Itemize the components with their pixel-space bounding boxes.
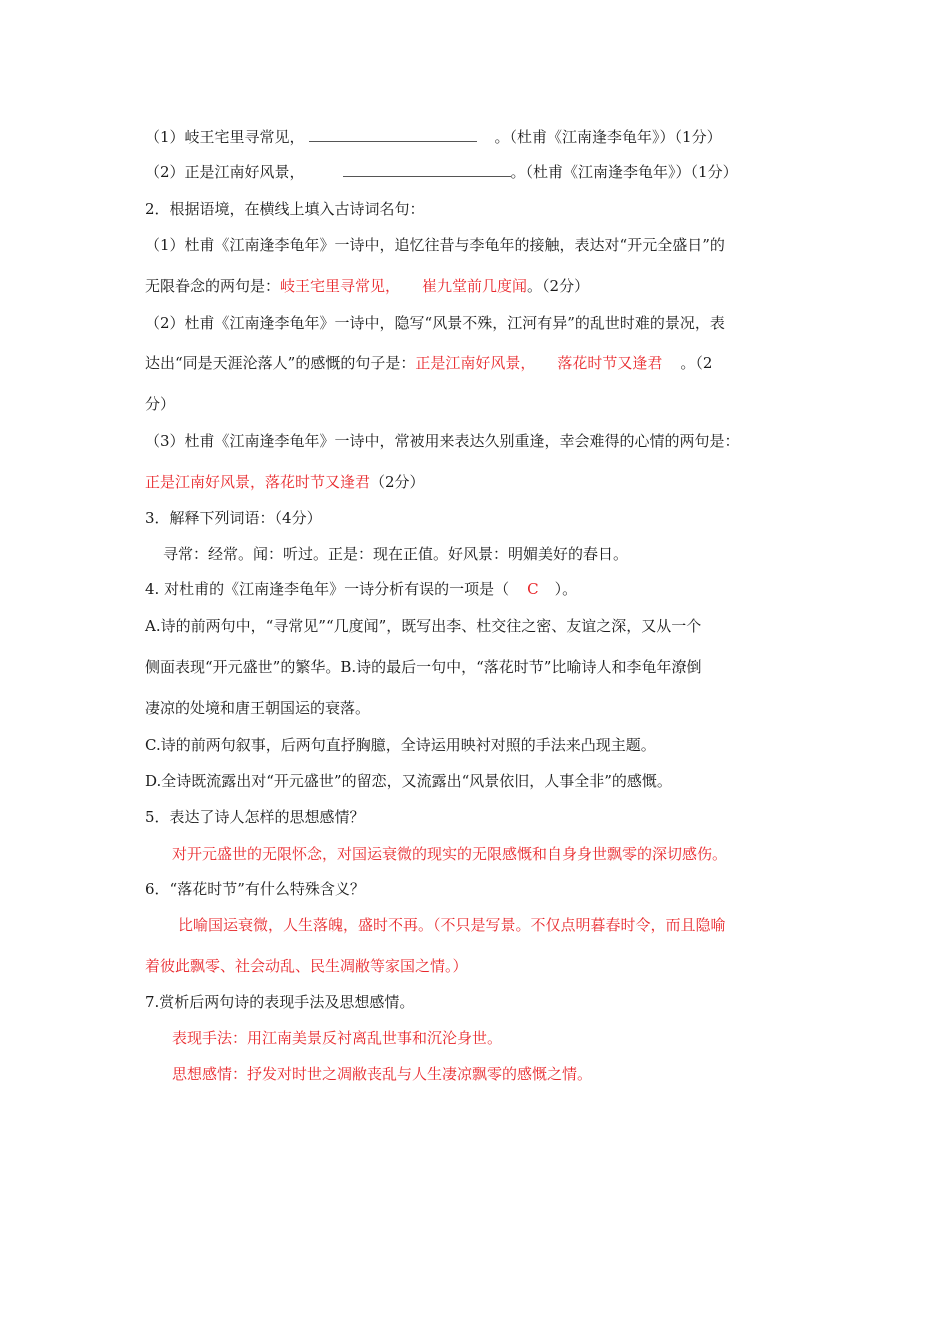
q2-p3-line2 [145,471,425,493]
q2-p1-line1: （1）杜甫《江南逢李龟年》一诗中，追忆往昔与李龟年的接触，表达对“开元全盛日”的 [145,236,725,254]
q4-option-c: C.诗的前两句叙事，后两句直抒胸臆，全诗运用映衬对照的手法来凸现主题。 [145,736,656,754]
q5-title: 5．表达了诗人怎样的思想感情？ [145,808,365,826]
q1-b-suffix: 。（杜甫《江南逢李龟年》）（1分） [510,163,738,181]
q4-answer: C [527,580,539,598]
q2-p3-line1: （3）杜甫《江南逢李龟年》一诗中，常被用来表达久别重逢，幸会难得的心情的两句是： [145,432,740,450]
q4-title [145,578,577,600]
q4-option-d: D.全诗既流露出对“开元盛世”的留恋，又流露出“风景依旧，人事全非”的感慨。 [145,772,672,790]
q6-title: 6．“落花时节”有什么特殊含义？ [145,880,365,898]
q2-p2-answer1: 正是江南好风景， [415,354,536,372]
q7-emotion: 思想感情：抒发对时世之凋敝丧乱与人生凄凉飘零的感慨之情。 [172,1065,593,1083]
q1-a-suffix: 。（杜甫《江南逢李龟年》）（1分） [494,128,722,146]
q1-a-prefix: （1）岐王宅里寻常见， [145,128,305,146]
q2-p1-post: 。（2分） [527,277,590,295]
q2-p1-line2 [145,275,589,297]
q2-p1-answer1: 岐王宅里寻常见， [280,277,401,295]
q5-answer: 对开元盛世的无限怀念，对国运衰微的现实的无限感慨和自身身世飘零的深切感伤。 [172,845,728,863]
q4-option-a-line2: 侧面表现“开元盛世”的繁华。B.诗的最后一句中，“落花时节”比喻诗人和李龟年潦倒 [145,658,702,676]
q2-p2-line1: （2）杜甫《江南逢李龟年》一诗中，隐写“风景不殊，江河有异”的乱世时难的景况，表 [145,314,725,332]
q1-line-a [145,126,722,148]
q3-answer: 寻常：经常。闻：听过。正是：现在正值。好风景：明媚美好的春日。 [163,545,629,563]
q1-b-prefix: （2）正是江南好风景， [145,163,305,181]
q1-a-blank[interactable] [309,127,477,142]
q2-p1-answer2: 崔九堂前几度闻 [422,277,528,295]
q3-title: 3．解释下列词语：（4分） [145,509,322,527]
q2-p2-line2 [145,352,712,374]
q6-answer-line2: 着彼此飘零、社会动乱、民生凋敝等家国之情。） [145,957,468,975]
q2-p3-post: （2分） [370,473,425,491]
q7-technique: 表现手法：用江南美景反衬离乱世事和沉沦身世。 [172,1029,503,1047]
q4-option-a-line3: 凄凉的处境和唐王朝国运的衰落。 [145,699,371,717]
q7-title: 7.赏析后两句诗的表现手法及思想感情。 [145,993,415,1011]
q2-p2-line3: 分） [145,395,176,413]
q2-title: 2．根据语境，在横线上填入古诗词名句： [145,200,425,218]
q2-p1-pre: 无限眷念的两句是： [145,277,281,295]
q4-option-a-line1: A.诗的前两句中，“寻常见”“几度闻”，既写出李、杜交往之密、友谊之深，又从一个 [145,617,702,635]
q2-p2-post: 。（2 [680,354,713,372]
q2-p3-answer: 正是江南好风景，落花时节又逢君 [145,473,371,491]
q4-title-post: ）。 [554,580,578,598]
q6-answer-line1: 比喻国运衰微，人生落魄，盛时不再。（不只是写景。不仅点明暮春时令，而且隐喻 [178,916,726,934]
q4-title-pre: 4. 对杜甫的《江南逢李龟年》一诗分析有误的一项是（ [145,580,510,598]
q1-b-blank[interactable] [343,162,511,177]
q2-p2-pre: 达出“同是天涯沦落人”的感慨的句子是： [145,354,416,372]
q2-p2-answer2: 落花时节又逢君 [557,354,663,372]
q1-line-b [145,161,738,183]
